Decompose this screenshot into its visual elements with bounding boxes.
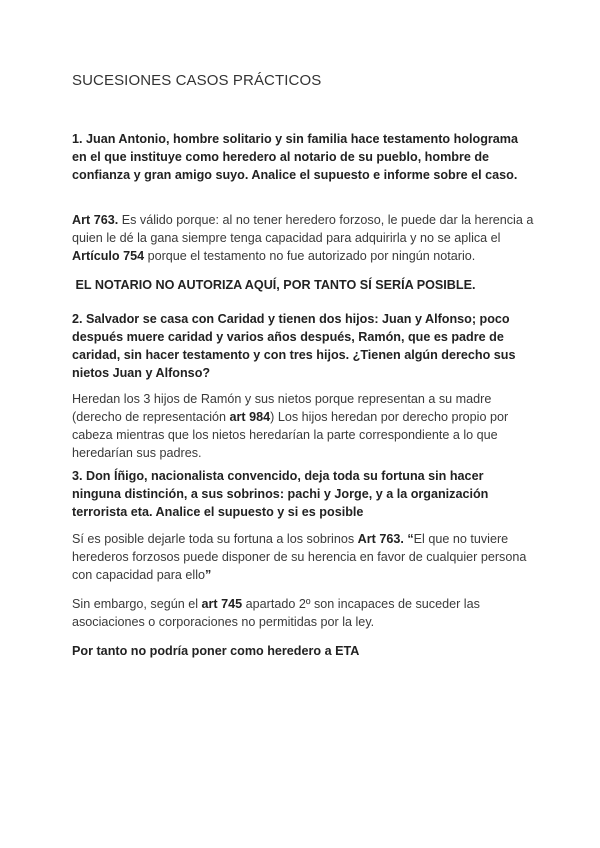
answer-text: Heredan los 3 hijos de Ramón y sus nietos porque representan a su madre (derecho de representación	[72, 392, 492, 424]
answer-text: apartado 2º son incapaces de suceder las asociaciones o corporaciones no permitidas por la ley.	[72, 597, 480, 629]
article-reference: art 745	[201, 597, 243, 611]
conclusion: Por tanto no podría poner como heredero a ETA	[72, 644, 360, 658]
quoted-text: El que no tuviere herederos forzosos puede disponer de su herencia en favor de cualquier persona con capacidad para ello	[72, 532, 527, 582]
answer-1	[72, 211, 534, 265]
document-title: SUCESIONES CASOS PRÁCTICOS	[72, 72, 322, 89]
article-reference: art 984	[229, 410, 271, 424]
article-reference: Art 763.	[72, 213, 119, 227]
highlight-statement: EL NOTARIO NO AUTORIZA AQUÍ, POR TANTO SÍ SERÍA POSIBLE.	[72, 278, 476, 292]
article-reference: Artículo 754	[72, 249, 145, 263]
question-1: 1. Juan Antonio, hombre solitario y sin familia hace testamento holograma en el que instituye como heredero al notario de su pueblo, hombre de confianza y gran amigo suyo. Analice el supuesto e informe sobre el caso.	[72, 132, 519, 182]
answer-text: ) Los hijos heredan por derecho propio por cabeza mientras que los nietos heredarían la parte correspondiente a lo que heredarían sus padres.	[72, 410, 509, 460]
answer-3b	[72, 595, 534, 631]
close-quote: ”	[205, 568, 212, 582]
answer-text: porque el testamento no fue autorizado por ningún notario.	[144, 249, 476, 263]
question-3: 3. Don Íñigo, nacionalista convencido, deja toda su fortuna sin hacer ninguna distinción, a sus sobrinos: pachi y Jorge, y a la organización terrorista eta. Analice el supuesto y si es posible	[72, 469, 489, 519]
answer-3a	[72, 530, 534, 584]
question-2: 2. Salvador se casa con Caridad y tienen dos hijos: Juan y Alfonso; poco después muere caridad y varios años después, Ramón, que es padre de caridad, sin hacer testamento y con tres hijos. ¿Tienen algún derecho sus nietos Juan y Alfonso?	[72, 312, 516, 380]
open-quote: “	[403, 532, 414, 546]
answer-text: Sí es posible dejarle toda su fortuna a los sobrinos	[72, 532, 358, 546]
answer-2	[72, 390, 534, 462]
answer-text: Es válido porque: al no tener heredero forzoso, le puede dar la herencia a quien le dé la gana siempre tenga capacidad para adquirirla y no se aplica el	[72, 213, 534, 245]
answer-text: Sin embargo, según el	[72, 597, 202, 611]
article-reference: Art 763.	[357, 532, 404, 546]
